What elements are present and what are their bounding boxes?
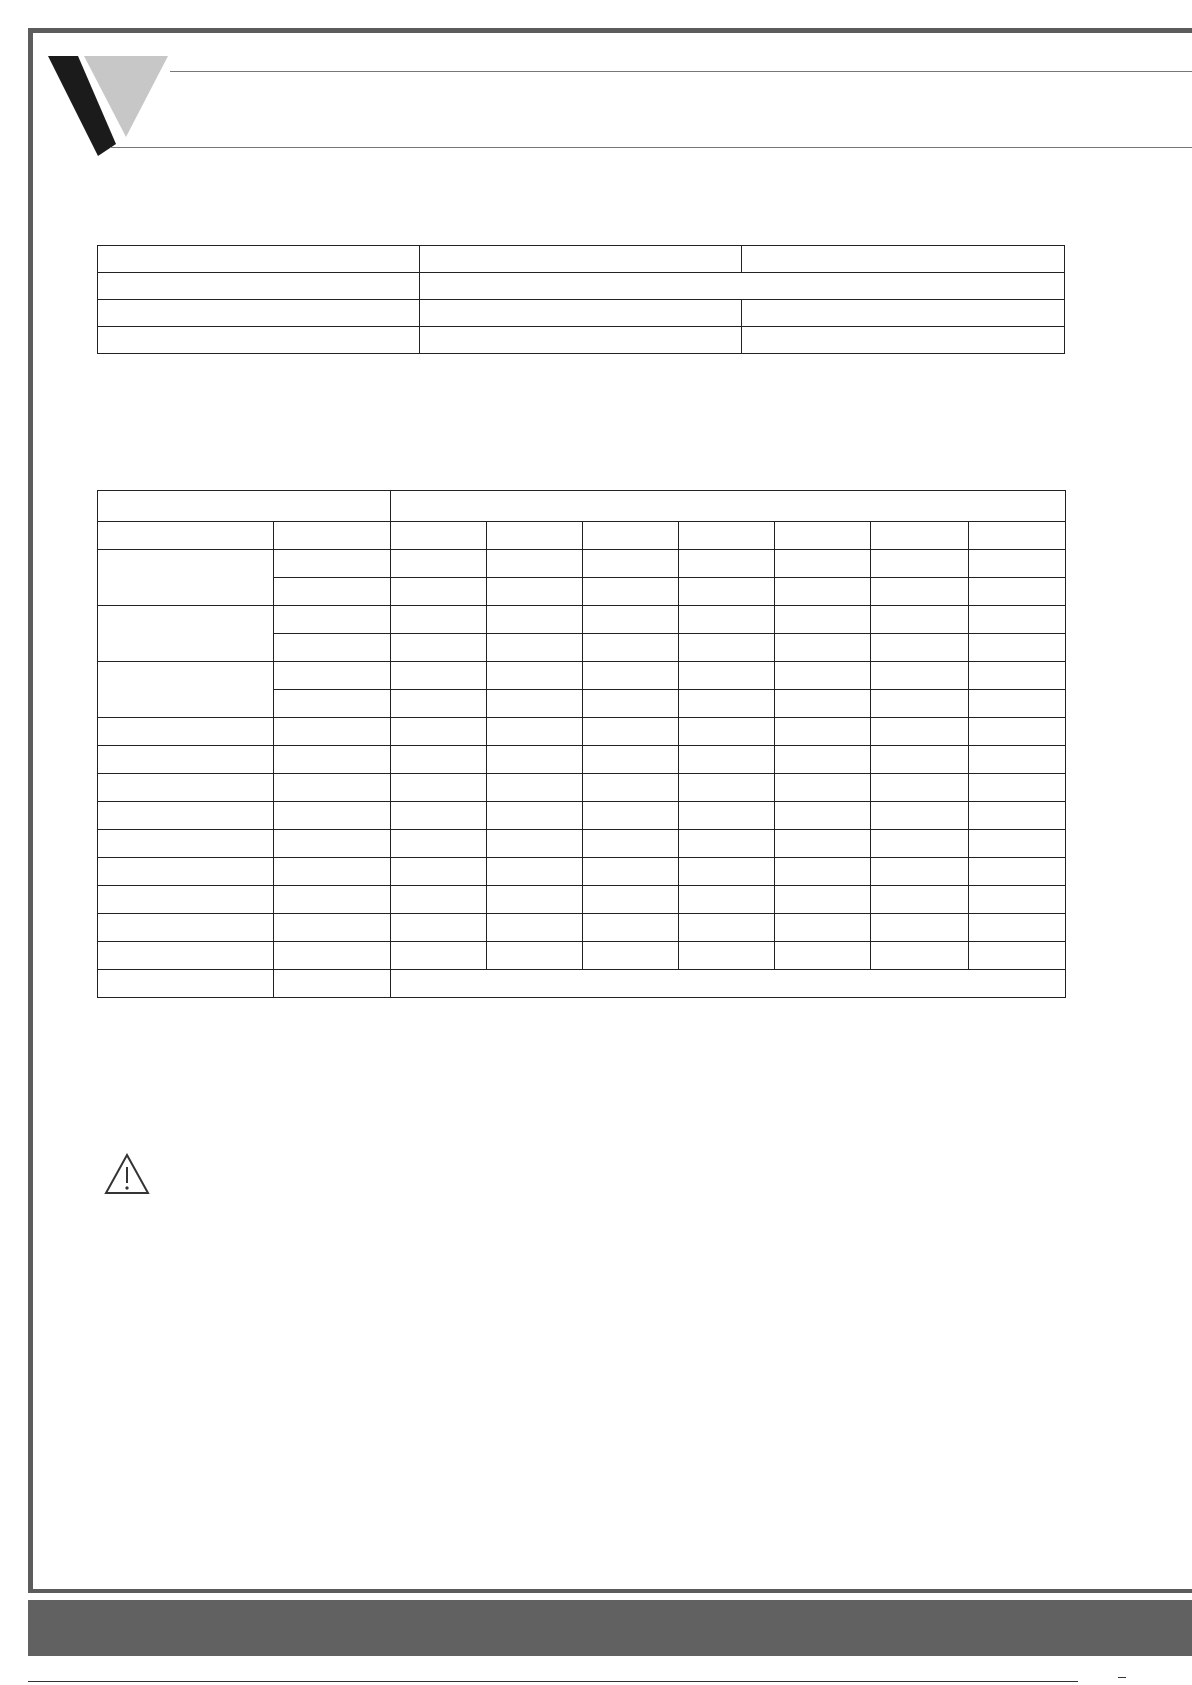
table-cell bbox=[583, 886, 679, 914]
table-cell bbox=[487, 634, 583, 662]
table-cell bbox=[274, 690, 391, 718]
table-cell bbox=[775, 578, 871, 606]
table-cell bbox=[391, 746, 487, 774]
table-cell bbox=[969, 774, 1066, 802]
table-cell bbox=[274, 942, 391, 970]
table-cell bbox=[679, 550, 775, 578]
table-cell bbox=[679, 746, 775, 774]
table-cell bbox=[775, 634, 871, 662]
table-header-cell bbox=[391, 491, 1066, 522]
table-cell bbox=[274, 886, 391, 914]
table-cell bbox=[274, 970, 391, 998]
table-cell bbox=[583, 578, 679, 606]
table-cell bbox=[679, 802, 775, 830]
table-cell bbox=[969, 886, 1066, 914]
table-cell bbox=[274, 718, 391, 746]
table-cell bbox=[969, 914, 1066, 942]
table-row bbox=[98, 970, 1066, 998]
table-cell bbox=[871, 746, 969, 774]
table-cell bbox=[969, 578, 1066, 606]
table-cell bbox=[98, 942, 274, 970]
table-subheader-row bbox=[98, 522, 1066, 550]
table-cell bbox=[487, 718, 583, 746]
table-cell bbox=[679, 858, 775, 886]
table-cell bbox=[969, 942, 1066, 970]
table-header-cell bbox=[679, 522, 775, 550]
table-cell bbox=[274, 774, 391, 802]
table-header-cell bbox=[969, 522, 1066, 550]
table-cell bbox=[871, 550, 969, 578]
table-cell bbox=[775, 858, 871, 886]
table-cell bbox=[775, 746, 871, 774]
table-cell bbox=[98, 774, 274, 802]
table-cell bbox=[98, 970, 274, 998]
table-row bbox=[98, 273, 1065, 300]
table-cell bbox=[775, 550, 871, 578]
table-cell bbox=[871, 802, 969, 830]
table-cell bbox=[487, 662, 583, 690]
table-row bbox=[98, 830, 1066, 858]
table-cell bbox=[583, 690, 679, 718]
table-row bbox=[98, 718, 1066, 746]
table-cell bbox=[583, 914, 679, 942]
table-cell bbox=[98, 858, 274, 886]
table-cell bbox=[969, 662, 1066, 690]
table-cell bbox=[679, 718, 775, 746]
table-cell bbox=[583, 774, 679, 802]
table-cell bbox=[583, 858, 679, 886]
table-row bbox=[98, 858, 1066, 886]
table-cell bbox=[775, 774, 871, 802]
table-cell bbox=[583, 942, 679, 970]
table-header-cell bbox=[871, 522, 969, 550]
table-cell bbox=[871, 830, 969, 858]
table-cell bbox=[969, 690, 1066, 718]
table-cell bbox=[583, 718, 679, 746]
table-cell bbox=[391, 802, 487, 830]
page-frame-left bbox=[28, 28, 33, 1593]
table-header-cell bbox=[391, 522, 487, 550]
table-cell bbox=[98, 300, 420, 327]
table-cell bbox=[871, 886, 969, 914]
table-row bbox=[98, 300, 1065, 327]
table-cell bbox=[871, 606, 969, 634]
table-cell bbox=[969, 634, 1066, 662]
table-cell bbox=[679, 914, 775, 942]
table-header-cell bbox=[98, 522, 274, 550]
table-cell bbox=[775, 942, 871, 970]
header-rule-bottom bbox=[110, 147, 1192, 148]
table-cell bbox=[969, 830, 1066, 858]
table-cell bbox=[487, 830, 583, 858]
table-cell bbox=[969, 606, 1066, 634]
table-cell bbox=[391, 718, 487, 746]
table-cell bbox=[391, 886, 487, 914]
table-cell bbox=[391, 662, 487, 690]
table-row bbox=[98, 914, 1066, 942]
table-cell bbox=[274, 746, 391, 774]
table-cell bbox=[775, 830, 871, 858]
table-cell bbox=[98, 327, 420, 354]
table-cell bbox=[775, 690, 871, 718]
table-row bbox=[98, 662, 1066, 690]
table-cell bbox=[274, 662, 391, 690]
table-row bbox=[98, 550, 1066, 578]
table-cell bbox=[98, 746, 274, 774]
table-cell bbox=[391, 858, 487, 886]
table-cell bbox=[391, 606, 487, 634]
table-cell-merged bbox=[420, 273, 1065, 300]
table-cell bbox=[679, 886, 775, 914]
table-cell bbox=[679, 578, 775, 606]
table-cell bbox=[98, 802, 274, 830]
table-cell bbox=[871, 718, 969, 746]
table-cell bbox=[679, 690, 775, 718]
footer-rule bbox=[33, 1589, 1192, 1593]
table-cell bbox=[98, 718, 274, 746]
bottom-rule bbox=[28, 1681, 1078, 1682]
table-cell bbox=[583, 606, 679, 634]
table-cell bbox=[742, 300, 1065, 327]
table-group-cell bbox=[98, 662, 274, 718]
table-header-cell bbox=[583, 522, 679, 550]
table-cell bbox=[969, 550, 1066, 578]
table-cell bbox=[98, 246, 420, 273]
table-cell bbox=[742, 246, 1065, 273]
table-cell bbox=[871, 662, 969, 690]
table-cell bbox=[583, 550, 679, 578]
footer-band bbox=[28, 1600, 1192, 1656]
table-row bbox=[98, 802, 1066, 830]
header-rule-top bbox=[170, 71, 1192, 72]
table-cell bbox=[583, 634, 679, 662]
table-cell bbox=[391, 550, 487, 578]
table-cell bbox=[391, 690, 487, 718]
table-cell bbox=[274, 802, 391, 830]
table-cell bbox=[775, 662, 871, 690]
page-frame-top bbox=[28, 28, 1192, 33]
table-cell bbox=[742, 327, 1065, 354]
table-cell bbox=[775, 606, 871, 634]
table-header-cell bbox=[98, 491, 391, 522]
table-header-cell bbox=[487, 522, 583, 550]
table-cell bbox=[583, 662, 679, 690]
table-cell bbox=[487, 886, 583, 914]
table-cell bbox=[420, 327, 742, 354]
table-cell bbox=[487, 578, 583, 606]
table-cell bbox=[420, 246, 742, 273]
table-cell bbox=[98, 914, 274, 942]
table-cell bbox=[679, 662, 775, 690]
table-cell bbox=[969, 718, 1066, 746]
spec-table bbox=[97, 245, 1065, 354]
table-header-cell bbox=[775, 522, 871, 550]
bottom-mark bbox=[1118, 1677, 1126, 1678]
table-cell bbox=[420, 300, 742, 327]
table-cell bbox=[679, 606, 775, 634]
table-cell bbox=[679, 634, 775, 662]
table-cell bbox=[487, 550, 583, 578]
table-cell bbox=[391, 914, 487, 942]
table-group-cell bbox=[98, 606, 274, 662]
table-cell bbox=[583, 830, 679, 858]
table-cell bbox=[274, 914, 391, 942]
table-cell bbox=[98, 830, 274, 858]
table-cell bbox=[487, 942, 583, 970]
table-row bbox=[98, 886, 1066, 914]
table-cell bbox=[98, 273, 420, 300]
table-cell-merged bbox=[391, 970, 1066, 998]
table-cell bbox=[274, 578, 391, 606]
table-cell bbox=[487, 914, 583, 942]
table-cell bbox=[391, 942, 487, 970]
table-cell bbox=[274, 606, 391, 634]
table-row bbox=[98, 942, 1066, 970]
table-cell bbox=[775, 802, 871, 830]
data-table bbox=[97, 490, 1066, 998]
table-cell bbox=[871, 942, 969, 970]
table-cell bbox=[487, 746, 583, 774]
table-cell bbox=[775, 718, 871, 746]
table-cell bbox=[487, 802, 583, 830]
table-row bbox=[98, 327, 1065, 354]
table-cell bbox=[679, 942, 775, 970]
table-cell bbox=[871, 858, 969, 886]
table-cell bbox=[98, 886, 274, 914]
table-cell bbox=[775, 886, 871, 914]
table-row bbox=[98, 606, 1066, 634]
table-row bbox=[98, 774, 1066, 802]
warning-triangle-icon bbox=[104, 1153, 150, 1200]
table-header-row bbox=[98, 491, 1066, 522]
table-cell bbox=[969, 802, 1066, 830]
table-cell bbox=[391, 830, 487, 858]
table-header-cell bbox=[274, 522, 391, 550]
table-cell bbox=[274, 550, 391, 578]
table-cell bbox=[871, 690, 969, 718]
table-row bbox=[98, 746, 1066, 774]
table-cell bbox=[391, 774, 487, 802]
table-cell bbox=[274, 634, 391, 662]
table-cell bbox=[969, 858, 1066, 886]
table-cell bbox=[487, 774, 583, 802]
table-cell bbox=[583, 746, 679, 774]
table-cell bbox=[871, 634, 969, 662]
table-group-cell bbox=[98, 550, 274, 606]
table-cell bbox=[274, 858, 391, 886]
table-cell bbox=[679, 830, 775, 858]
table-cell bbox=[969, 746, 1066, 774]
table-cell bbox=[274, 830, 391, 858]
table-cell bbox=[679, 774, 775, 802]
table-cell bbox=[871, 774, 969, 802]
table-row bbox=[98, 246, 1065, 273]
table-cell bbox=[487, 606, 583, 634]
table-cell bbox=[487, 858, 583, 886]
table-cell bbox=[871, 578, 969, 606]
table-cell bbox=[583, 802, 679, 830]
table-cell bbox=[871, 914, 969, 942]
table-cell bbox=[775, 914, 871, 942]
table-cell bbox=[391, 634, 487, 662]
table-cell bbox=[391, 578, 487, 606]
table-cell bbox=[487, 690, 583, 718]
